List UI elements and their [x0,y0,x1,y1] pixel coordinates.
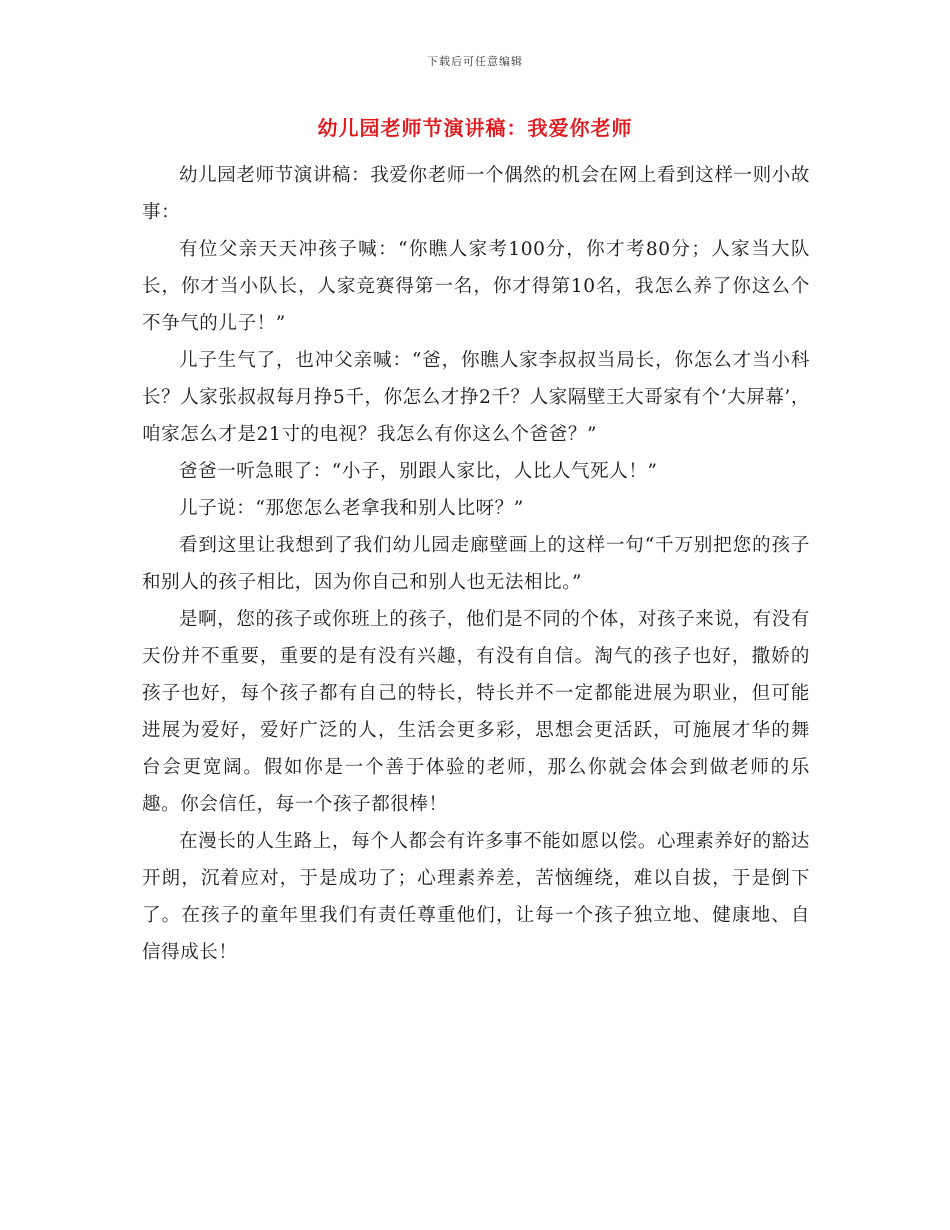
paragraph-1: 幼儿园老师节演讲稿：我爱你老师一个偶然的机会在网上看到这样一则小故事： [142,165,810,223]
document-body [142,157,810,971]
document-title: 幼儿园老师节演讲稿：我爱你老师 [317,116,633,140]
paragraph-2: 有位父亲天天冲孩子喊：“你瞧人家考100分，你才考80分；人家当大队长，你才当小队长，人家竞赛得第一名，你才得第10名，我怎么养了你这么个不争气的儿子！” [142,239,810,334]
paragraph-5: 儿子说：“那您怎么老拿我和别人比呀？” [179,498,524,519]
paragraph-6: 看到这里让我想到了我们幼儿园走廊壁画上的这样一句“千万别把您的孩子和别人的孩子相比，因为你自己和别人也无法相比。” [142,535,810,593]
paragraph-3: 儿子生气了，也冲父亲喊：“爸，你瞧人家李叔叔当局长，你怎么才当小科长？人家张叔叔每月挣5千，你怎么才挣2千？人家隔壁王大哥家有个‘大屏幕’，咱家怎么才是21寸的电视？我怎么有你这么个爸爸？” [142,350,811,445]
page-header-note: 下载后可任意编辑 [427,55,523,68]
paragraph-4: 爸爸一听急眼了：“小子，别跟人家比，人比人气死人！” [179,461,658,482]
paragraph-7: 是啊，您的孩子或你班上的孩子，他们是不同的个体，对孩子来说，有没有天份并不重要，重要的是有没有兴趣，有没有自信。淘气的孩子也好，撒娇的孩子也好，每个孩子都有自己的特长，特长并不一定都能进展为职业，但可能进展为爱好，爱好广泛的人，生活会更多彩，思想会更活跃，可施展才华的舞台会更宽阔。假如你是一个善于体验的老师，那么你就会体会到做老师的乐趣。你会信任，每一个孩子都很棒！ [142,609,810,815]
paragraph-8: 在漫长的人生路上，每个人都会有许多事不能如愿以偿。心理素养好的豁达开朗，沉着应对，于是成功了；心理素养差，苦恼缠绕，难以自拔，于是倒下了。在孩子的童年里我们有责任尊重他们，让每一个孩子独立地、健康地、自信得成长！ [142,831,810,963]
